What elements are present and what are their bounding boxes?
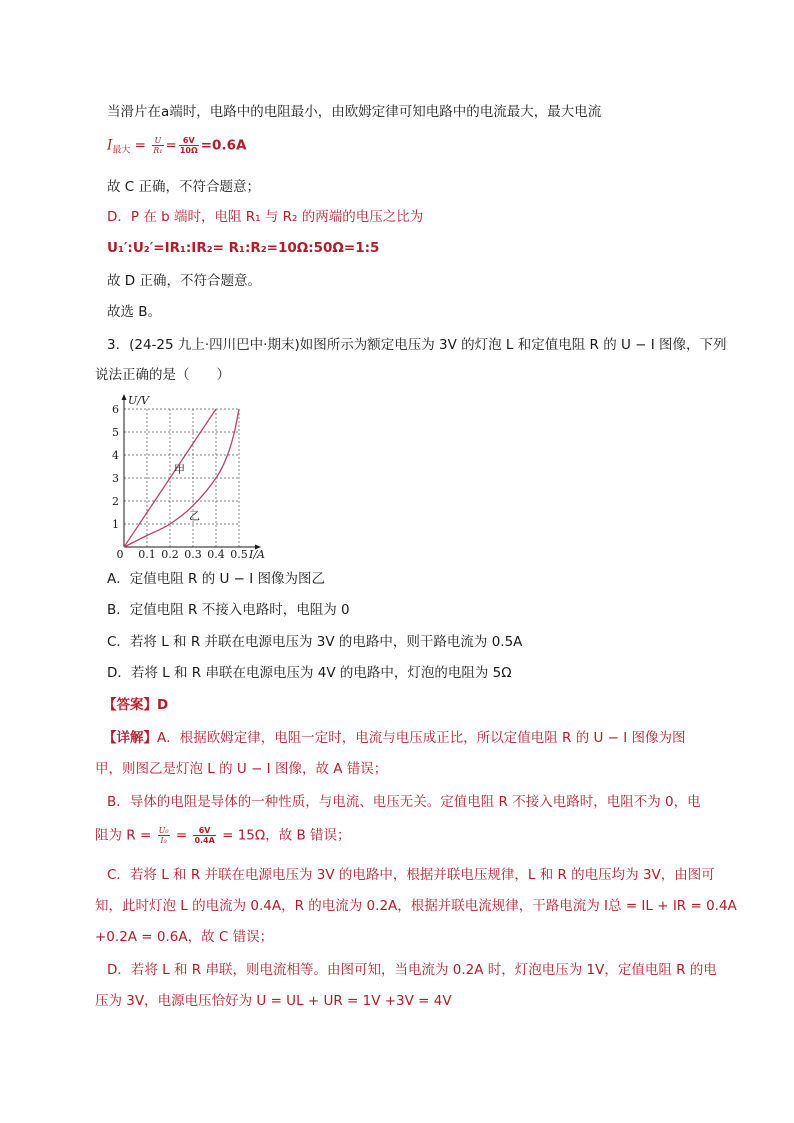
explanation-c: C．若将 L 和 R 并联在电源电压为 3V 的电路中，根据并联电压规律，L 和 R 的电压均为 3V，由图可 [107, 867, 715, 883]
fraction [193, 826, 215, 845]
text-line: 故选 B。 [107, 304, 162, 320]
formula-post: = 15Ω，故 B 错误； [217, 827, 351, 844]
text-line: 故 C 正确，不符合题意； [107, 179, 261, 195]
formula-sub: 最大 [112, 145, 131, 156]
formula-var: I [107, 137, 113, 154]
formula-tail: =0.6A [200, 137, 247, 154]
y-tick-label: 6 [112, 403, 119, 416]
x-tick-label: 0.2 [161, 548, 179, 561]
y-axis-arrow [122, 394, 127, 400]
explanation-c-cont: 知，此时灯泡 L 的电流为 0.4A，R 的电流为 0.2A，根据并联电流规律，干路电流为 I总 = IL + IR = 0.4A [95, 898, 737, 914]
explanation-b: B．导体的电阻是导体的一种性质，与电流、电压无关。定值电阻 R 不接入电路时，电阻不为 0，电 [107, 794, 701, 810]
fraction [179, 136, 199, 155]
y-tick-label: 4 [112, 449, 119, 462]
fraction [152, 136, 163, 155]
explanation-text: A．根据欧姆定律，电阻一定时，电流与电压成正比，所以定值电阻 R 的 U − I 图像为图 [157, 730, 686, 746]
x-tick-label: 0.3 [184, 548, 202, 561]
y-tick-label: 2 [112, 495, 119, 508]
series-label: 乙 [189, 509, 200, 523]
formula-eq2: = [165, 137, 177, 154]
y-axis-label: U/V [128, 394, 149, 407]
x-tick-label: 0.5 [230, 548, 248, 561]
y-tick-label: 5 [112, 426, 119, 439]
x-tick-label: 0 [116, 548, 124, 561]
formula-pre: 阻为 R = [95, 827, 156, 844]
text-line: 故 D 正确，不符合题意。 [107, 273, 261, 289]
chart-axes [122, 394, 262, 550]
fraction-den: 10Ω [179, 146, 198, 155]
explanation-d-cont: 压为 3V，电源电压恰好为 U = UL + UR = 1V +3V = 4V [95, 993, 452, 1009]
fraction-den: I₀ [160, 836, 167, 845]
series-label: 甲 [174, 463, 185, 476]
formula-eq: = [171, 827, 192, 844]
chart-grid [124, 409, 239, 547]
u-i-chart [112, 392, 282, 562]
option-b: B．定值电阻 R 不接入电路时，电阻为 0 [107, 602, 350, 618]
explanation-a [103, 729, 686, 747]
fraction-num: 6V [193, 826, 215, 836]
answer-label: 【答案】D [103, 697, 169, 713]
x-tick-label: 0.1 [138, 548, 156, 561]
fraction [158, 826, 170, 845]
text-line: U₁′:U₂′=IR₁:IR₂= R₁:R₂=10Ω:50Ω=1:5 [107, 240, 380, 256]
question-3-cont: 说法正确的是（ ） [95, 367, 230, 383]
explanation-b-cont [95, 826, 351, 845]
y-tick-label: 1 [112, 518, 119, 531]
explanation-a-cont: 甲，则图乙是灯泡 L 的 U − I 图像，故 A 错误； [95, 761, 388, 777]
fraction-den: 0.4A [194, 836, 215, 845]
x-axis-label: I/A [249, 548, 265, 561]
fraction-den: R₁ [153, 146, 163, 155]
y-tick-label: 3 [112, 472, 119, 485]
explanation-d: D．若将 L 和 R 串联，则电流相等。由图可知，当电流为 0.2A 时，灯泡电压为 1V，定值电阻 R 的电 [107, 962, 717, 978]
x-tick-label: 0.4 [207, 548, 225, 561]
chart-ticks [112, 403, 248, 561]
explanation-tag: 【详解】 [103, 730, 157, 746]
text-line: 当滑片在a端时，电路中的电阻最小，由欧姆定律可知电路中的电流最大，最大电流 [107, 104, 602, 120]
option-c: C．若将 L 和 R 并联在电源电压为 3V 的电路中，则干路电流为 0.5A [107, 634, 523, 650]
question-3: 3．(24-25 九上·四川巴中·期末)如图所示为额定电压为 3V 的灯泡 L 和定值电阻 R 的 U − I 图像，下列 [107, 337, 727, 353]
fraction-num: U₀ [158, 826, 169, 835]
fraction-num: U [152, 136, 163, 146]
text-line: D．P 在 b 端时，电阻 R₁ 与 R₂ 的两端的电压之比为 [107, 209, 424, 225]
option-a: A．定值电阻 R 的 U − I 图像为图乙 [107, 571, 326, 587]
option-d: D．若将 L 和 R 串联在电源电压为 4V 的电路中，灯泡的电阻为 5Ω [107, 665, 512, 681]
formula-line [107, 136, 246, 160]
fraction-num: 6V [179, 136, 199, 146]
explanation-c-cont2: +0.2A = 0.6A，故 C 错误； [95, 929, 274, 945]
formula-eq: = [130, 137, 151, 154]
